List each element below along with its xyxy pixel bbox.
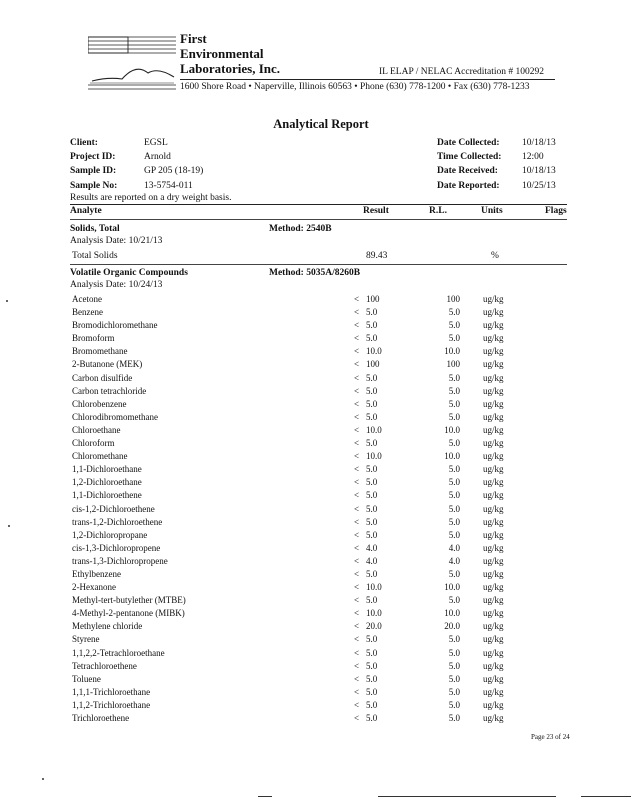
result-value: 5.0 [366,320,378,331]
units-value: ug/kg [483,503,504,514]
less-than-sign: < [354,307,360,318]
analyte-name: cis-1,2-Dichloroethene [72,503,155,514]
table-row [0,713,642,726]
units-value: ug/kg [483,568,504,579]
table-row [0,386,642,399]
analyte-name: 1,1,1-Trichloroethane [72,686,151,697]
analyte-name: 2-Butanone (MEK) [72,359,143,370]
project-value: Arnold [144,152,171,163]
reporting-limit: 5.0 [448,411,460,422]
sample-id-label: Sample ID: [70,166,117,177]
scan-speck [42,778,44,780]
col-units: Units [481,206,503,216]
less-than-sign: < [354,333,360,344]
less-than-sign: < [354,372,360,383]
table-header-rule [70,219,567,220]
analyte-name: Bromodichloromethane [72,320,158,331]
table-row [0,412,642,425]
reporting-limit: 5.0 [448,647,460,658]
reporting-limit: 5.0 [448,490,460,501]
col-rl: R.L. [429,206,447,216]
company-address: 1600 Shore Road • Naperville, Illinois 60563 • Phone (630) 778-1200 • Fax (630) 778-1233 [180,82,530,92]
result-value: 10.0 [366,582,382,593]
units-value: ug/kg [483,621,504,632]
solids-analyte: Total Solids [72,251,118,261]
units-value: ug/kg [483,438,504,449]
reporting-limit: 10.0 [444,346,460,357]
units-value: ug/kg [483,372,504,383]
reporting-limit: 4.0 [448,555,460,566]
units-value: ug/kg [483,713,504,723]
less-than-sign: < [354,359,360,370]
section-rule [70,264,567,265]
result-value: 100 [366,359,380,370]
date-received-value: 10/18/13 [522,166,556,177]
table-row [0,504,642,517]
reporting-limit: 5.0 [448,673,460,684]
less-than-sign: < [354,451,360,462]
analyte-name: Chloroform [72,438,115,449]
client-label: Client: [70,138,98,148]
result-value: 20.0 [366,621,382,632]
analyte-name: Chlorobenzene [72,398,127,409]
result-value: 5.0 [366,673,378,684]
analyte-name: 1,1,2,2-Tetrachloroethane [72,647,165,658]
analyte-name: 1,1,2-Trichloroethane [72,699,151,710]
less-than-sign: < [354,346,360,357]
result-value: 4.0 [366,542,378,553]
units-value: ug/kg [483,634,504,645]
reporting-limit: 5.0 [448,503,460,514]
reporting-limit: 10.0 [444,608,460,619]
result-value: 5.0 [366,411,378,422]
table-row [0,373,642,386]
units-value: ug/kg [483,516,504,527]
result-value: 5.0 [366,490,378,501]
units-value: ug/kg [483,477,504,488]
reporting-limit: 5.0 [448,320,460,331]
table-row [0,530,642,543]
table-row [0,438,642,451]
company-name [180,31,280,76]
less-than-sign: < [354,555,360,566]
company-name-line1: First [180,31,207,46]
table-row [0,464,642,477]
units-value: ug/kg [483,660,504,671]
col-result: Result [363,206,389,216]
analyte-name: 1,2-Dichloroethane [72,477,142,488]
reporting-limit: 5.0 [448,398,460,409]
result-value: 10.0 [366,424,382,435]
result-value: 5.0 [366,477,378,488]
less-than-sign: < [354,503,360,514]
table-row [0,359,642,372]
table-row [0,674,642,687]
less-than-sign: < [354,529,360,540]
table-row [0,399,642,412]
reporting-limit: 5.0 [448,438,460,449]
table-row [0,490,642,503]
result-value: 5.0 [366,307,378,318]
client-value: EGSL [144,138,168,148]
units-value: ug/kg [483,542,504,553]
analyte-name: Toluene [72,673,101,684]
client-info-labels [70,136,117,193]
units-value: ug/kg [483,608,504,619]
less-than-sign: < [354,673,360,684]
company-logo [88,33,176,93]
analyte-name: Carbon tetrachloride [72,385,147,396]
reporting-limit: 4.0 [448,542,460,553]
voc-analysis-date: Analysis Date: 10/24/13 [70,280,163,290]
scan-speck [6,300,8,302]
reporting-limit: 5.0 [448,660,460,671]
result-value: 5.0 [366,372,378,383]
units-value: ug/kg [483,320,504,331]
scan-edge-mark [378,796,556,797]
analyte-name: Methyl-tert-butylether (MTBE) [72,595,186,606]
units-value: ug/kg [483,686,504,697]
voc-method: Method: 5035A/8260B [269,268,361,278]
reporting-limit: 10.0 [444,451,460,462]
reporting-limit: 5.0 [448,516,460,527]
analyte-name: Acetone [72,294,102,304]
units-value: ug/kg [483,424,504,435]
table-row [0,543,642,556]
table-row [0,648,642,661]
result-value: 5.0 [366,634,378,645]
reporting-limit: 5.0 [448,464,460,475]
less-than-sign: < [354,398,360,409]
voc-section-title: Volatile Organic Compounds [70,268,188,278]
project-label: Project ID: [70,152,116,163]
reporting-limit: 5.0 [448,333,460,344]
analyte-name: 4-Methyl-2-pentanone (MIBK) [72,608,185,619]
units-value: ug/kg [483,398,504,409]
analyte-name: trans-1,3-Dichloropropene [72,555,168,566]
analyte-name: 2-Hexanone [72,582,116,593]
less-than-sign: < [354,621,360,632]
reporting-limit: 5.0 [448,686,460,697]
result-value: 10.0 [366,346,382,357]
header-rule [180,79,555,80]
col-analyte: Analyte [70,206,102,216]
reporting-limit: 5.0 [448,595,460,606]
analyte-name: Trichloroethene [72,713,130,723]
less-than-sign: < [354,516,360,527]
reporting-limit: 100 [446,294,460,304]
result-value: 5.0 [366,660,378,671]
reporting-limit: 5.0 [448,372,460,383]
less-than-sign: < [354,660,360,671]
units-value: ug/kg [483,595,504,606]
less-than-sign: < [354,608,360,619]
scan-edge-mark [258,796,272,797]
table-row [0,621,642,634]
less-than-sign: < [354,542,360,553]
company-name-line2: Environmental [180,46,264,61]
units-value: ug/kg [483,411,504,422]
solids-units: % [491,251,499,261]
table-row [0,700,642,713]
less-than-sign: < [354,320,360,331]
analyte-name: Tetrachloroethene [72,660,137,671]
result-value: 5.0 [366,438,378,449]
result-value: 5.0 [366,503,378,514]
less-than-sign: < [354,647,360,658]
result-value: 5.0 [366,595,378,606]
units-value: ug/kg [483,699,504,710]
less-than-sign: < [354,477,360,488]
date-info-values [522,136,556,193]
result-value: 5.0 [366,464,378,475]
reporting-limit: 5.0 [448,385,460,396]
reporting-limit: 5.0 [448,477,460,488]
table-row [0,451,642,464]
result-value: 4.0 [366,555,378,566]
units-value: ug/kg [483,464,504,475]
units-value: ug/kg [483,333,504,344]
solids-result: 89.43 [366,251,388,261]
analyte-name: Chloromethane [72,451,128,462]
table-row [0,634,642,647]
table-row [0,661,642,674]
result-value: 5.0 [366,713,378,723]
units-value: ug/kg [483,307,504,318]
units-value: ug/kg [483,555,504,566]
scan-speck [8,525,10,527]
analyte-name: Methylene chloride [72,621,143,632]
table-row [0,346,642,359]
date-collected-label: Date Collected: [437,138,500,148]
less-than-sign: < [354,595,360,606]
result-value: 5.0 [366,686,378,697]
table-row [0,556,642,569]
units-value: ug/kg [483,582,504,593]
sample-no-label: Sample No: [70,180,118,191]
analyte-name: trans-1,2-Dichloroethene [72,516,163,527]
reporting-limit: 5.0 [448,713,460,723]
solids-method: Method: 2540B [269,224,332,234]
analyte-name: Chloroethane [72,424,121,435]
col-flags: Flags [545,206,567,216]
result-value: 10.0 [366,608,382,619]
client-info-values [144,136,203,193]
units-value: ug/kg [483,673,504,684]
result-value: 5.0 [366,398,378,409]
scan-edge-mark [581,796,631,797]
table-row [0,307,642,320]
reporting-limit: 5.0 [448,529,460,540]
analyte-name: 1,2-Dichloropropane [72,529,148,540]
analyte-name: Benzene [72,307,103,318]
less-than-sign: < [354,582,360,593]
table-row [0,517,642,530]
table-row [0,333,642,346]
analyte-name: 1,1-Dichloroethene [72,490,142,501]
less-than-sign: < [354,424,360,435]
analyte-name: Carbon disulfide [72,372,133,383]
analyte-name: Ethylbenzene [72,568,121,579]
units-value: ug/kg [483,529,504,540]
sample-no-value: 13-5754-011 [144,180,193,191]
analyte-name: Bromomethane [72,346,128,357]
table-top-rule [70,204,567,205]
table-row [0,582,642,595]
date-reported-label: Date Reported: [437,180,500,191]
result-value: 5.0 [366,385,378,396]
sample-id-value: GP 205 (18-19) [144,166,204,177]
date-info-labels [437,136,501,193]
report-title: Analytical Report [273,117,369,131]
table-row [0,595,642,608]
units-value: ug/kg [483,359,504,370]
reporting-limit: 5.0 [448,568,460,579]
page-number: Page 23 of 24 [531,733,570,741]
reporting-limit: 20.0 [444,621,460,632]
reporting-limit: 5.0 [448,307,460,318]
reporting-limit: 100 [446,359,460,370]
result-value: 5.0 [366,647,378,658]
reporting-limit: 5.0 [448,634,460,645]
company-name-line3: Laboratories, Inc. [180,61,281,76]
less-than-sign: < [354,490,360,501]
solids-analysis-date: Analysis Date: 10/21/13 [70,236,163,246]
less-than-sign: < [354,438,360,449]
units-value: ug/kg [483,451,504,462]
analyte-name: cis-1,3-Dichloropropene [72,542,161,553]
table-row [0,687,642,700]
result-value: 5.0 [366,516,378,527]
result-value: 5.0 [366,568,378,579]
table-row [0,425,642,438]
date-reported-value: 10/25/13 [522,180,556,191]
less-than-sign: < [354,713,360,723]
date-received-label: Date Received: [437,166,498,177]
voc-results-table [0,294,642,726]
table-row [0,477,642,490]
time-collected-label: Time Collected: [437,152,502,163]
less-than-sign: < [354,634,360,645]
table-row [0,608,642,621]
result-value: 10.0 [366,451,382,462]
less-than-sign: < [354,568,360,579]
units-value: ug/kg [483,294,504,304]
analyte-name: 1,1-Dichloroethane [72,464,142,475]
reporting-limit: 10.0 [444,582,460,593]
reporting-limit: 5.0 [448,699,460,710]
table-row [0,294,642,307]
time-collected-value: 12:00 [522,152,544,163]
solids-section-title: Solids, Total [70,224,120,234]
result-value: 5.0 [366,333,378,344]
analyte-name: Styrene [72,634,100,645]
reporting-limit: 10.0 [444,424,460,435]
less-than-sign: < [354,686,360,697]
less-than-sign: < [354,411,360,422]
less-than-sign: < [354,464,360,475]
result-value: 5.0 [366,529,378,540]
table-row [0,320,642,333]
date-collected-value: 10/18/13 [522,138,556,148]
units-value: ug/kg [483,385,504,396]
basis-note: Results are reported on a dry weight basis. [70,193,232,203]
table-row [0,569,642,582]
analyte-name: Chlorodibromomethane [72,411,158,422]
less-than-sign: < [354,385,360,396]
units-value: ug/kg [483,647,504,658]
less-than-sign: < [354,699,360,710]
analyte-name: Bromoform [72,333,115,344]
less-than-sign: < [354,294,360,304]
result-value: 100 [366,294,380,304]
result-value: 5.0 [366,699,378,710]
accreditation: IL ELAP / NELAC Accreditation # 100292 [379,67,544,77]
units-value: ug/kg [483,346,504,357]
units-value: ug/kg [483,490,504,501]
